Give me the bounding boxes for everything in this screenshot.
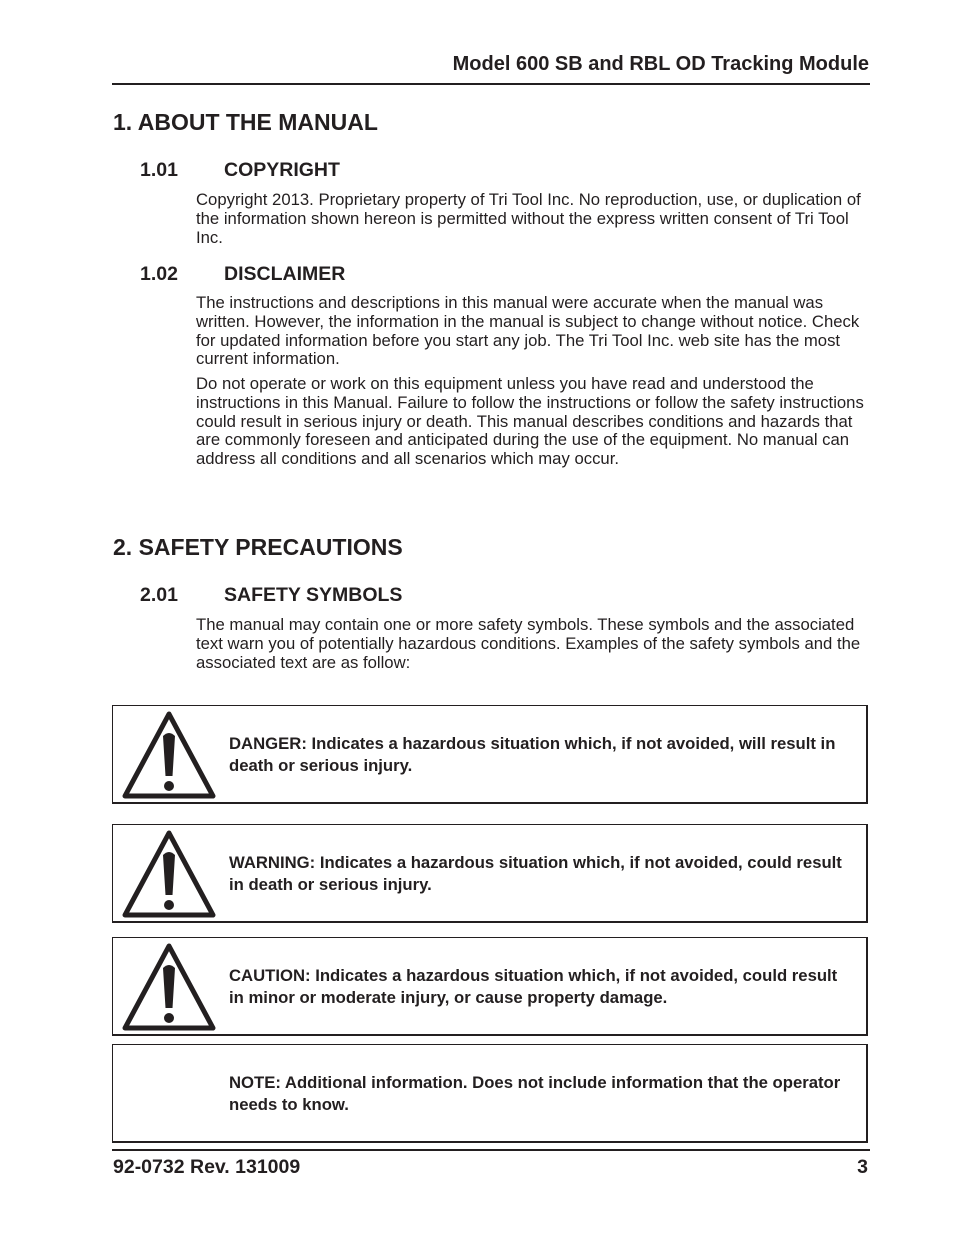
header-divider (112, 83, 870, 85)
warning-notice-box (112, 824, 868, 923)
header-title: Model 600 SB and RBL OD Tracking Module (452, 53, 869, 75)
subsection-title: SAFETY SYMBOLS (224, 584, 403, 606)
footer-divider (112, 1149, 870, 1151)
page-number: 3 (857, 1156, 868, 1178)
subsection-title: COPYRIGHT (224, 159, 340, 181)
subsection-number: 2.01 (140, 584, 178, 606)
subsection-number: 1.02 (140, 263, 178, 285)
warning-triangle-icon (121, 829, 217, 919)
caution-notice-box (112, 937, 868, 1036)
subsection-title: DISCLAIMER (224, 263, 346, 285)
subsection-number: 1.01 (140, 159, 178, 181)
document-revision: 92-0732 Rev. 131009 (113, 1156, 301, 1178)
note-notice-box (112, 1044, 868, 1143)
section-2-heading: 2. SAFETY PRECAUTIONS (113, 534, 403, 560)
caution-message: CAUTION: Indicates a hazardous situation which, if not avoided, could result in minor or moderate injury, or cause property damage. (229, 966, 838, 1007)
note-message: NOTE: Additional information. Does not include information that the operator needs to know. (229, 1073, 841, 1114)
safety-symbols-paragraph: The manual may contain one or more safety symbols. These symbols and the associated text warn you of potentially hazardous conditions. Examples of the safety symbols and the associated text are as follow: (196, 615, 861, 672)
danger-notice-box (112, 705, 868, 804)
disclaimer-paragraph-1: The instructions and descriptions in this manual were accurate when the manual was written. However, the information in the manual is subject to change without notice. Check for updated information before you start any job. The Tri Tool Inc. web site has the most current information. (196, 293, 860, 369)
disclaimer-paragraph-2: Do not operate or work on this equipment unless you have read and understood the instructions in this Manual. Failure to follow the instructions or follow the safety instructions could result in serious injury or death. This manual describes conditions and hazards that are commonly foreseen and anticipated during the use of the equipment. No manual can address all conditions and all scenarios which may occur. (196, 374, 864, 469)
subsection-2-01-heading (140, 584, 402, 607)
subsection-1-01-heading (140, 159, 340, 182)
warning-triangle-icon (121, 710, 217, 800)
section-1-heading: 1. ABOUT THE MANUAL (113, 109, 378, 135)
danger-message: DANGER: Indicates a hazardous situation which, if not avoided, will result in death or serious injury. (229, 734, 836, 775)
copyright-paragraph: Copyright 2013. Proprietary property of Tri Tool Inc. No reproduction, use, or duplication of the information shown hereon is permitted without the express written consent of Tri Tool Inc. (196, 190, 861, 247)
warning-message: WARNING: Indicates a hazardous situation which, if not avoided, could result in death or serious injury. (229, 853, 842, 894)
subsection-1-02-heading (140, 263, 345, 286)
warning-triangle-icon (121, 942, 217, 1032)
